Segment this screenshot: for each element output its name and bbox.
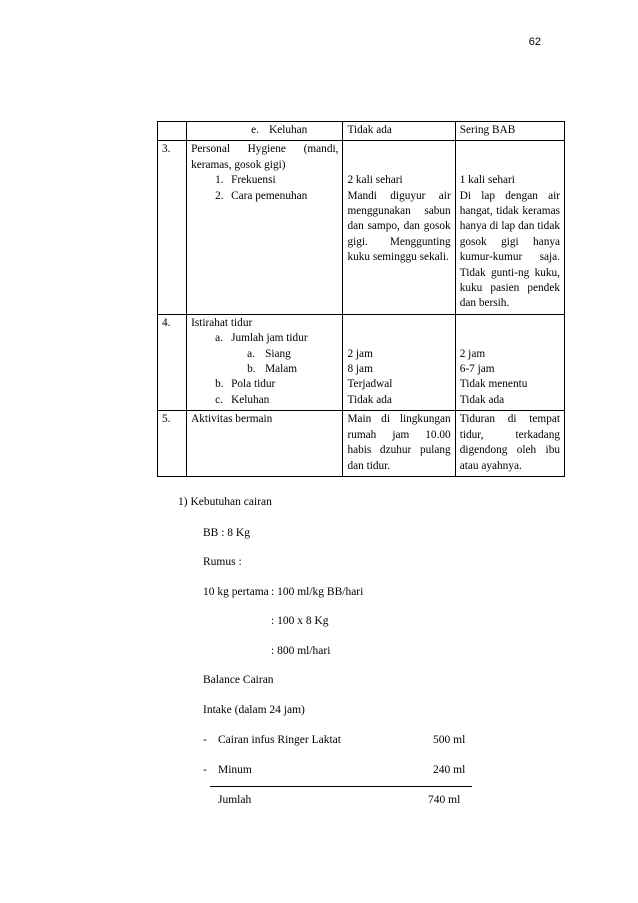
subitem-marker: 1. — [215, 174, 224, 187]
formula-title: Rumus : — [203, 556, 242, 568]
value-line: Terjadwal — [347, 378, 393, 391]
value-line: Tidak menentu — [459, 378, 528, 391]
table-cell-item: Aktivitas bermain — [187, 411, 343, 477]
body-weight: BB : 8 Kg — [203, 527, 250, 539]
table-cell-no: 5. — [158, 411, 187, 477]
table-cell-no: 3. — [158, 141, 187, 314]
value-line: 2 jam — [459, 347, 486, 360]
formula-label: 10 kg pertama — [203, 586, 269, 598]
table-cell-col-b: Tiduran di tempat tidur, terkadang digendong oleh ibu atau ayahnya. — [455, 411, 564, 477]
total-value: 740 ml — [428, 794, 461, 806]
intake-title: Intake (dalam 24 jam) — [203, 704, 305, 716]
care-assessment-table — [157, 121, 565, 477]
formula-line: : 800 ml/hari — [271, 645, 331, 657]
value-line: Tidak ada — [347, 393, 392, 406]
intake-item-label: Minum — [218, 764, 252, 776]
frequency-value: 1 kali sehari — [459, 174, 515, 187]
balance-title: Balance Cairan — [203, 674, 274, 686]
subitem-marker: a. — [247, 347, 255, 360]
formula-line: : 100 ml/kg BB/hari — [271, 586, 364, 598]
table-cell-item — [187, 141, 343, 314]
table-row — [158, 314, 565, 410]
frequency-value: 2 kali sehari — [347, 174, 403, 187]
subitem-label: Pola tidur — [231, 378, 276, 391]
method-value: Mandi diguyur air menggunakan sabun dan sampo, dan gosok gigi. Menggunting kuku seminggu sekali. — [347, 189, 451, 264]
table-cell-col-a — [343, 141, 455, 314]
table-cell-item — [187, 122, 343, 141]
value-line: Tidak ada — [459, 393, 505, 406]
table-cell-col-b — [455, 314, 564, 410]
intake-item-value: 500 ml — [433, 734, 466, 746]
table-cell-col-a — [343, 314, 455, 410]
table-cell-item — [187, 314, 343, 410]
value-line: 8 jam — [347, 363, 373, 376]
subitem-label: Jumlah jam tidur — [231, 332, 308, 345]
subitem-label: Malam — [265, 363, 298, 376]
subitem-marker: a. — [215, 332, 223, 345]
subitem-label: Frekuensi — [231, 174, 276, 187]
subitem-marker: b. — [247, 363, 256, 376]
subitem-marker: 2. — [215, 189, 224, 202]
item-title: Personal Hygiene (mandi, keramas, gosok gigi) — [191, 143, 339, 171]
item-marker: e. — [251, 124, 259, 136]
total-label: Jumlah — [218, 794, 252, 806]
table-row — [158, 122, 565, 141]
value-line: 6-7 jam — [459, 363, 495, 376]
item-title: Istirahat tidur — [191, 316, 253, 329]
intake-item-value: 240 ml — [433, 764, 466, 776]
table-cell-col-b — [455, 141, 564, 314]
subitem-marker: c. — [215, 393, 223, 406]
fluid-heading: 1) Kebutuhan cairan — [178, 496, 272, 508]
table-cell-no: 4. — [158, 314, 187, 410]
table-cell-col-a: Tidak ada — [343, 122, 455, 141]
subitem-marker: b. — [215, 378, 224, 391]
table-row — [158, 141, 565, 314]
value-line: 2 jam — [347, 347, 373, 360]
formula-line: : 100 x 8 Kg — [271, 615, 329, 627]
item-label: Keluhan — [269, 124, 308, 136]
intake-item-label: Cairan infus Ringer Laktat — [218, 734, 341, 746]
sum-divider — [210, 786, 472, 787]
table-row — [158, 411, 565, 477]
intake-dash: - — [203, 734, 207, 746]
page-number: 62 — [528, 36, 541, 48]
table-cell-col-b: Sering BAB — [455, 122, 564, 141]
subitem-label: Siang — [265, 347, 291, 360]
intake-dash: - — [203, 764, 207, 776]
method-value: Di lap dengan air hangat, tidak keramas hanya di lap dan tidak gosok gigi hanya kumur-kumur saja. Tidak gunti-ng kuku, kuku pasien pendek dan bersih. — [459, 189, 560, 310]
subitem-label: Cara pemenuhan — [231, 189, 308, 202]
subitem-label: Keluhan — [231, 393, 270, 406]
table-cell-col-a: Main di lingkungan rumah jam 10.00 habis dzuhur pulang dan tidur. — [343, 411, 455, 477]
table-cell-no — [158, 122, 187, 141]
